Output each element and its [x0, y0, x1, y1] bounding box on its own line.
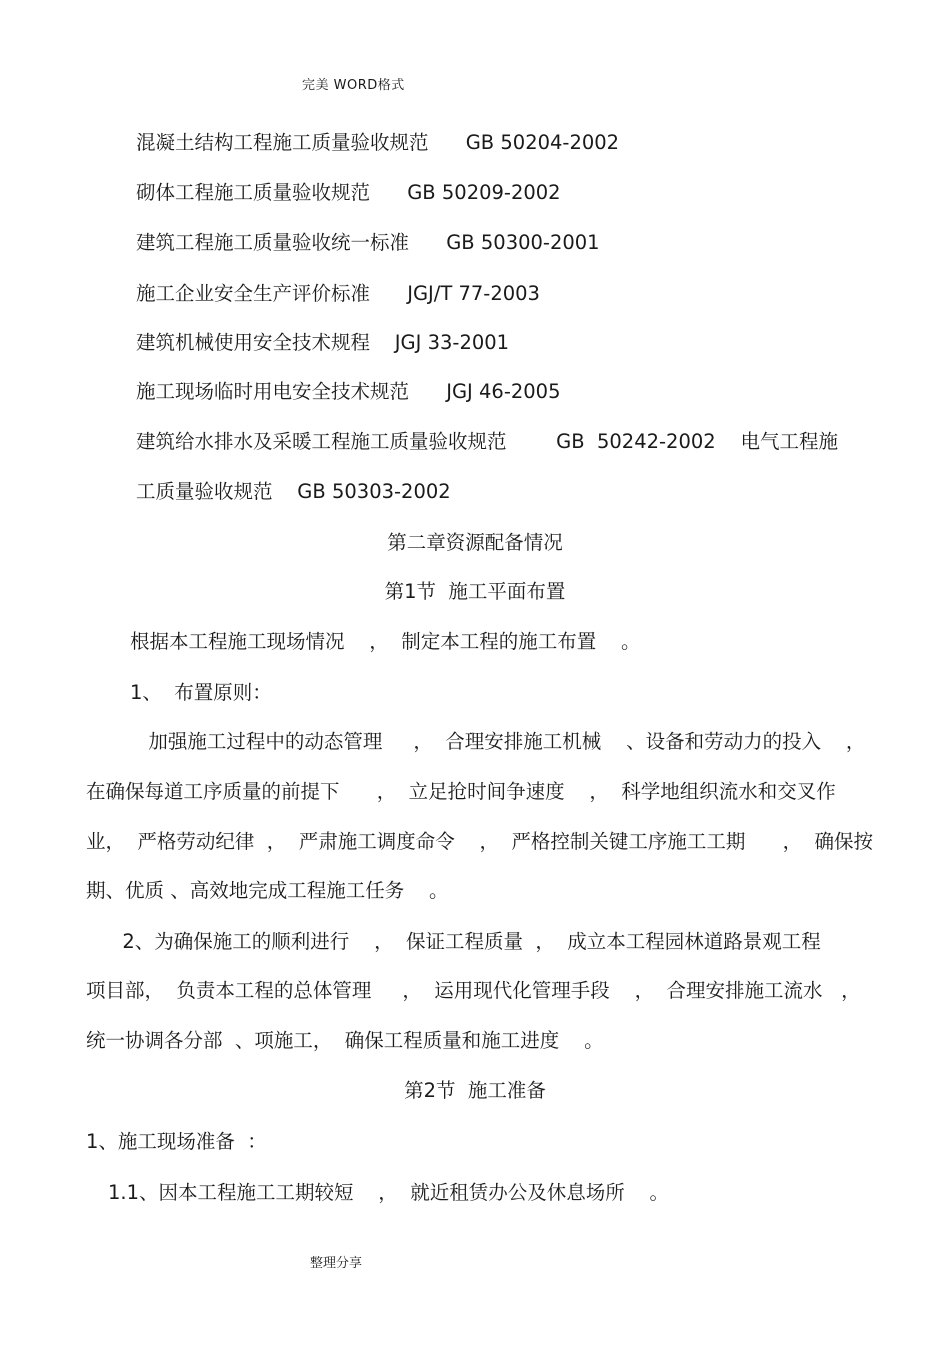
- standard-line: 混凝土结构工程施工质量验收规范 GB 50204-2002: [136, 131, 620, 154]
- page-header: 完美 WORD格式: [302, 78, 405, 93]
- standard-line: 工质量验收规范 GB 50303-2002: [136, 480, 451, 503]
- paragraph-line: 业， 严格劳动纪律 ， 严肃施工调度命令 ， 严格控制关键工序施工工期 ， 确保按: [86, 830, 873, 853]
- standard-line: 施工企业安全生产评价标准 JGJ/T 77-2003: [136, 282, 540, 305]
- section-title: 第2节 施工准备: [404, 1079, 546, 1102]
- standard-line: 建筑工程施工质量验收统一标准 GB 50300-2001: [136, 231, 600, 254]
- paragraph-line: 2、为确保施工的顺利进行 ， 保证工程质量 ， 成立本工程园林道路景观工程: [110, 930, 821, 953]
- section-title: 第1节 施工平面布置: [384, 580, 566, 603]
- paragraph-line: 期、优质 、高效地完成工程施工任务 。: [86, 879, 449, 902]
- paragraph-line: 加强施工过程中的动态管理 ， 合理安排施工机械 、设备和劳动力的投入 ，: [136, 730, 866, 753]
- standard-line: 建筑机械使用安全技术规程 JGJ 33-2001: [136, 331, 510, 354]
- list-heading: 1、 布置原则：: [130, 681, 272, 704]
- paragraph-line: 项目部， 负责本工程的总体管理 ， 运用现代化管理手段 ， 合理安排施工流水 ，: [86, 979, 861, 1002]
- chapter-title: 第二章资源配备情况: [387, 531, 563, 554]
- paragraph-line: 统一协调各分部 、项施工， 确保工程质量和施工进度 。: [86, 1029, 604, 1052]
- paragraph: 根据本工程施工现场情况 ， 制定本工程的施工布置 。: [130, 630, 641, 653]
- standard-line: 砌体工程施工质量验收规范 GB 50209-2002: [136, 181, 561, 204]
- standard-line: 施工现场临时用电安全技术规范 JGJ 46-2005: [136, 380, 561, 403]
- page-footer: 整理分享: [310, 1256, 363, 1271]
- list-item: 1.1、因本工程施工工期较短 ， 就近租赁办公及休息场所 。: [108, 1181, 669, 1204]
- list-heading: 1、施工现场准备 ：: [86, 1130, 267, 1153]
- paragraph-line: 在确保每道工序质量的前提下 ， 立足抢时间争速度 ， 科学地组织流水和交叉作: [86, 780, 836, 803]
- standard-line: 建筑给水排水及采暖工程施工质量验收规范 GB 50242-2002 电气工程施: [136, 430, 838, 453]
